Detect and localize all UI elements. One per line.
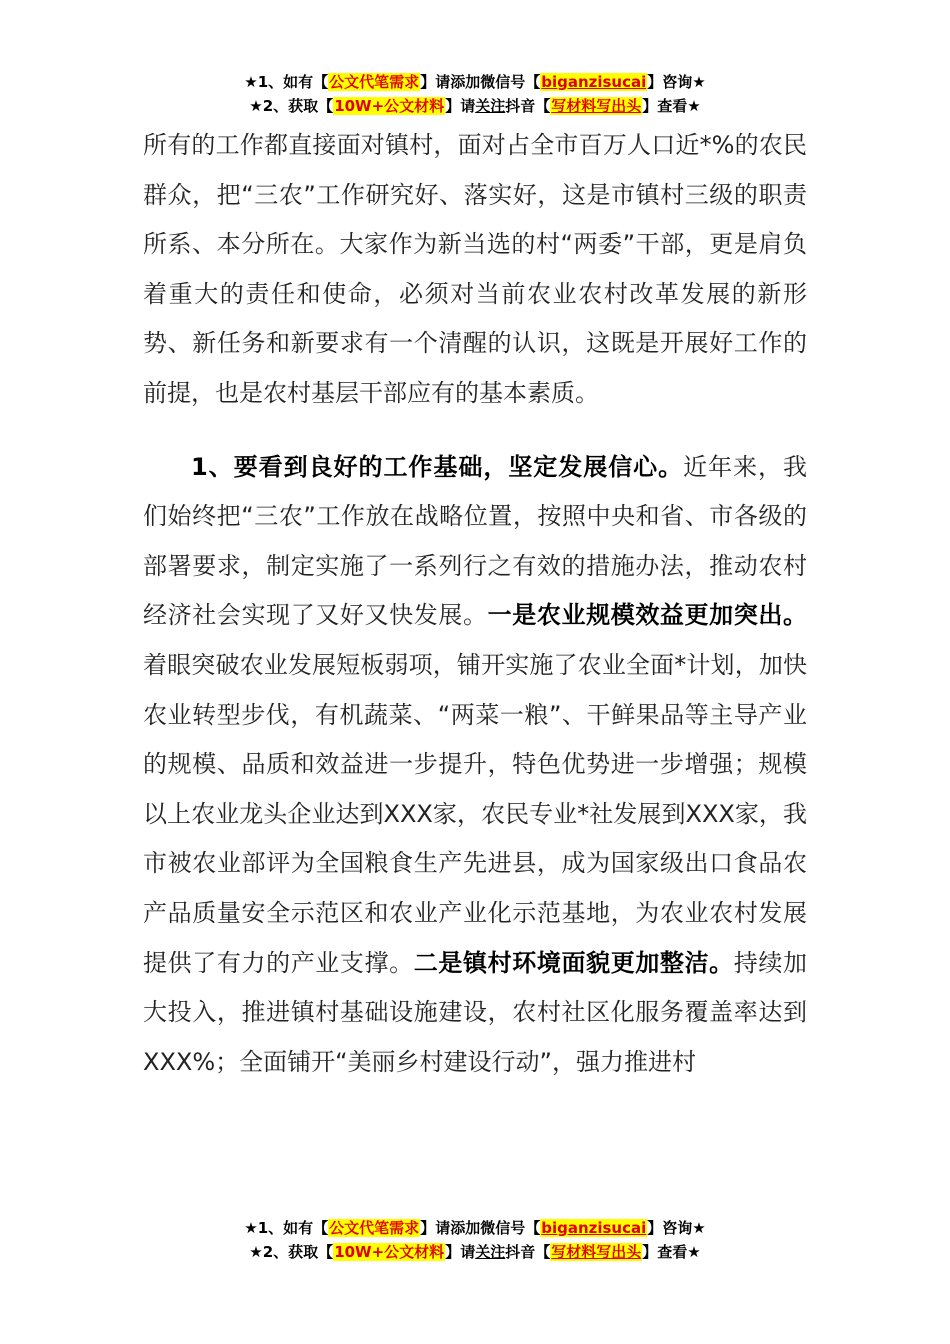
- banner-text: ★2、获取【: [249, 1243, 334, 1261]
- banner-line-1: [0, 70, 950, 94]
- banner-line-1: [0, 1216, 950, 1240]
- section-heading: 1、要看到良好的工作基础，坚定发展信心。: [191, 452, 684, 481]
- banner-text: 】请添加微信号【: [420, 73, 541, 91]
- point-two-heading: 二是镇村环境面貌更加整洁。: [413, 948, 734, 977]
- banner-text: ★2、获取【: [249, 97, 334, 115]
- highlight-materials: 10W+公文材料: [334, 1243, 445, 1261]
- paragraph-1: 所有的工作都直接面对镇村，面对占全市百万人口近*%的农民群众，把“三农”工作研究好、落实好，这是市镇村三级的职责所系、本分所在。大家作为新当选的村“两委”干部，更是肩负着重大的责任和使命，必须对当前农业农村改革发展的新形势、新任务和新要求有一个清醒的认识，这既是开展好工作的前提，也是农村基层干部应有的基本素质。: [143, 131, 807, 407]
- banner-text: 抖音【: [505, 1243, 551, 1261]
- banner-text: 抖音【: [505, 97, 551, 115]
- paragraph-text: 近年来，我们始终把“三农”工作放在战略位置，按照中央和省、市各级的部署要求，制定实施了一系列行之有效的措施办法，推动农村经济社会实现了又好又快发展。: [143, 452, 808, 630]
- point-one-heading: 一是农业规模效益更加突出。: [487, 601, 808, 630]
- header-banner: [0, 70, 950, 118]
- highlight-ghostwriting: 公文代笔需求: [329, 73, 420, 91]
- document-body: [143, 121, 807, 1087]
- highlight-douyin: 写材料写出头: [551, 1243, 642, 1261]
- banner-text: 】请: [445, 1243, 476, 1261]
- banner-text: 】咨询★: [647, 1219, 706, 1237]
- banner-text: 】请添加微信号【: [420, 1219, 541, 1237]
- banner-text: 】请: [445, 97, 476, 115]
- highlight-wechat-id: biganzisucai: [541, 1219, 647, 1237]
- banner-line-2: [0, 1240, 950, 1264]
- banner-text: 】咨询★: [647, 73, 706, 91]
- paragraph-2: [143, 443, 807, 1088]
- footer-banner: [0, 1216, 950, 1264]
- banner-text: ★1、如有【: [244, 73, 329, 91]
- paragraph-text: 持续加大投入，推进镇村基础设施建设，农村社区化服务覆盖率达到XXX%；全面铺开“美丽乡村建设行动”，强力推进村: [143, 948, 808, 1076]
- banner-follow: 关注: [475, 1243, 506, 1261]
- highlight-ghostwriting: 公文代笔需求: [329, 1219, 420, 1237]
- highlight-douyin: 写材料写出头: [551, 97, 642, 115]
- banner-text: 】查看★: [642, 97, 701, 115]
- banner-text: ★1、如有【: [244, 1219, 329, 1237]
- banner-text: 】查看★: [642, 1243, 701, 1261]
- paragraph-text: 着眼突破农业发展短板弱项，铺开实施了农业全面*计划，加快农业转型步伐，有机蔬菜、“两菜一粮”、干鲜果品等主导产业的规模、品质和效益进一步提升，特色优势进一步增强；规模以上农业龙头企业达到XXX家，农民专业*社发展到XXX家，我市被农业部评为全国粮食生产先进县，成为国家级出口食品农产品质量安全示范区和农业产业化示范基地，为农业农村发展提供了有力的产业支撑。: [143, 650, 807, 977]
- highlight-wechat-id: biganzisucai: [541, 73, 647, 91]
- banner-line-2: [0, 94, 950, 118]
- highlight-materials: 10W+公文材料: [334, 97, 445, 115]
- banner-follow: 关注: [475, 97, 506, 115]
